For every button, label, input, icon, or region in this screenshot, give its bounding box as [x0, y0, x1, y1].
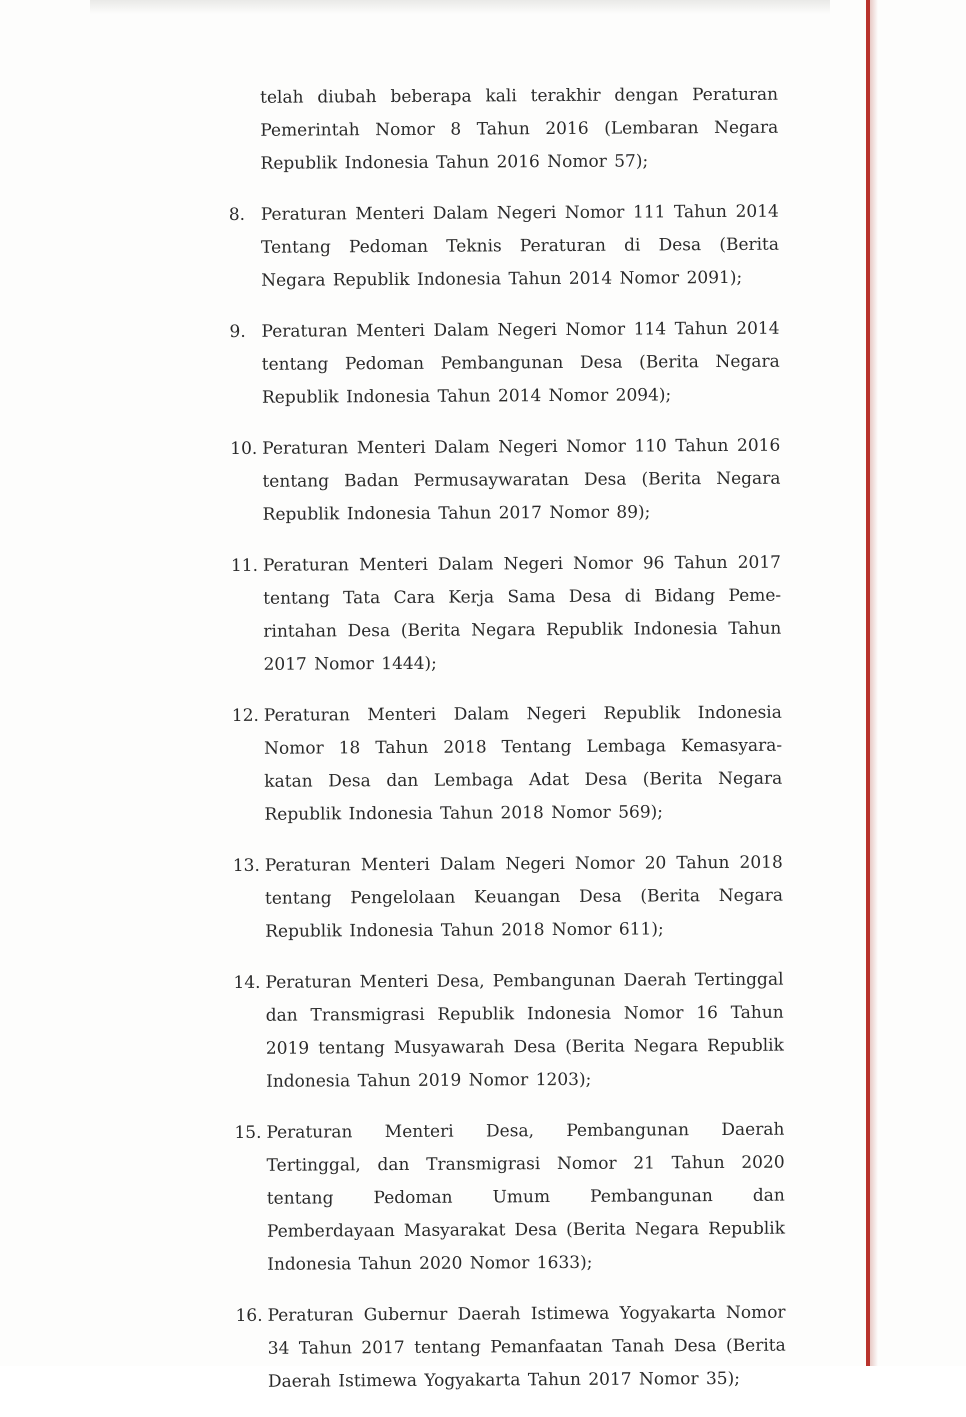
list-item	[231, 547, 782, 682]
list-item	[233, 847, 784, 949]
top-scan-shadow	[90, 0, 830, 14]
item-text: Peraturan Menteri Dalam Negeri Nomor 111 Tahun 2014 Tentang Pedoman Teknis Peraturan di Desa (Berita Negara Republik Indonesia Tahun 2014 Nomor 2091);	[260, 201, 780, 291]
item-number: 13.	[232, 855, 260, 876]
document-body	[228, 79, 786, 1417]
red-page-edge	[866, 0, 870, 1366]
list-item	[230, 430, 781, 532]
item-text: Peraturan Gubernur Daerah Istimewa Yogyakarta Nomor 34 Tahun 2017 tentang Pemanfaatan Tanah Desa (Berita Daerah Istimewa Yogyakarta Tahun 2017 Nomor 35);	[267, 1302, 786, 1392]
list-item	[233, 964, 784, 1099]
list-item	[229, 196, 780, 298]
item-text: Peraturan Menteri Desa, Pembangunan Daerah Tertinggal dan Transmigrasi Republik Indonesia Nomor 16 Tahun 2019 tentang Musyawarah Desa (Berita Negara Republik Indonesia Tahun 2019 Nomor 1203);	[265, 969, 784, 1092]
item-text: Peraturan Menteri Desa, Pembangunan Daerah Tertinggal, dan Transmigrasi Nomor 21 Tahun 2020 tentang Pedoman Umum Pembangunan dan Pemberdayaan Masyarakat Desa (Berita Negara Republik Indonesia Tahun 2020 Nomor 1633);	[266, 1119, 786, 1275]
right-edge-shadow	[870, 0, 878, 1366]
list-item	[229, 313, 780, 415]
item-text: Peraturan Menteri Dalam Negeri Nomor 114 Tahun 2014 tentang Pedoman Pembangunan Desa (Berita Negara Republik Indonesia Tahun 2014 Nomor 2094);	[261, 318, 780, 408]
item-text: Peraturan Menteri Dalam Negeri Nomor 20 Tahun 2018 tentang Pengelolaan Keuangan Desa (Berita Negara Republik Indonesia Tahun 2018 Nomor 611);	[264, 852, 784, 942]
continuation-paragraph: telah diubah beberapa kali terakhir dengan Peraturan Pemerintah Nomor 8 Tahun 2016 (Lembaran Negara Republik Indonesia Tahun 2016 Nomor 57);	[260, 84, 779, 174]
item-text: Peraturan Menteri Dalam Negeri Nomor 110 Tahun 2016 tentang Badan Permusaywaratan Desa (Berita Negara Republik Indonesia Tahun 2017 Nomor 89);	[262, 435, 781, 525]
item-number: 9.	[229, 321, 246, 342]
list-item	[232, 697, 783, 832]
item-number: 15.	[234, 1122, 262, 1143]
item-text: Peraturan Menteri Dalam Negeri Republik Indonesia Nomor 18 Tahun 2018 Tentang Lembaga Kemasyara-katan Desa dan Lembaga Adat Desa (Berita Negara Republik Indonesia Tahun 2018 Nomor 569);	[263, 702, 783, 825]
item-number: 14.	[233, 972, 261, 993]
item-number: 8.	[228, 204, 246, 225]
list-item	[235, 1297, 786, 1399]
list-item	[234, 1114, 785, 1282]
item-number: 12.	[231, 705, 259, 726]
item-number: 16.	[235, 1305, 263, 1326]
item-text: Peraturan Menteri Dalam Negeri Nomor 96 Tahun 2017 tentang Tata Cara Kerja Sama Desa di Bidang Peme-rintahan Desa (Berita Negara Republik Indonesia Tahun 2017 Nomor 1444);	[262, 552, 782, 675]
item-number: 11.	[230, 555, 259, 576]
item-number: 10.	[230, 438, 258, 459]
